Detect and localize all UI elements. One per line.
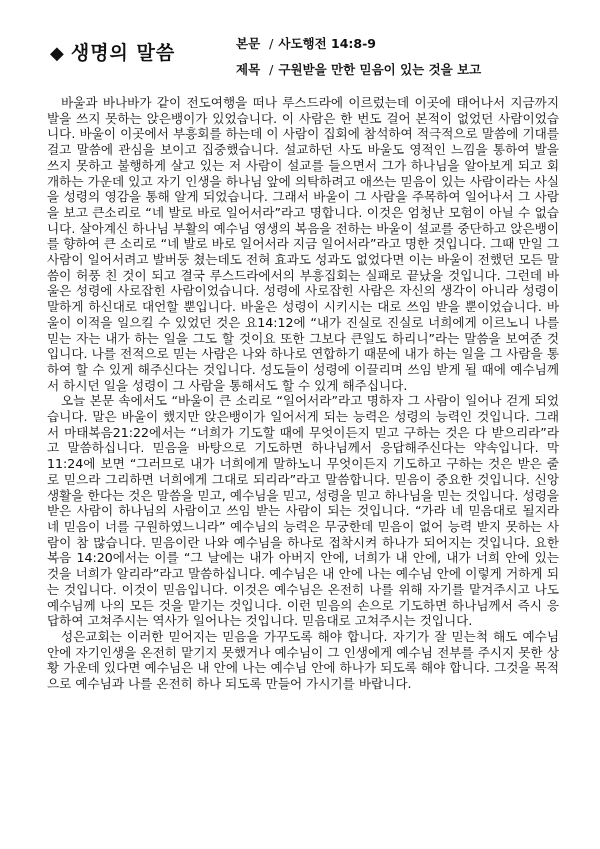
page-title [50, 38, 175, 65]
paragraph: 바울과 바나바가 같이 전도여행을 떠나 루스드라에 이르렀는데 이곳에 태어나서 지금까지 발을 쓰지 못하는 앉은뱅이가 있었습니다. 이 사람은 한 번도 걸어 본적이 없었던 사람이었습니다. 바울이 이곳에서 부흥회를 하는데 이 사람이 집회에 참석하여 적극적으로 말씀에 기대를 걸고 말씀에 관심을 보이고 집중했습니다. 설교하던 사도 바울도 영적인 느낌을 통하여 발을 쓰지 못하고 불행하게 살고 있는 저 사람이 설교를 들으면서 그가 하나님을 알아보게 되고 회개하는 가운데 있고 자기 인생을 하나님 앞에 의탁하려고 애쓰는 믿음이 있는 사람이라는 사실을 성령의 영감을 통해 알게 되었습니다. 그래서 바울이 그 사람을 주목하여 일어나서 그 사람을 보고 큰소리로 “네 발로 바로 일어서라”라고 명합니다. 이것은 엄청난 모험이 아닐 수 없습니다. 살아계신 하나님 부활의 예수님 영생의 복음을 전하는 바울이 설교를 중단하고 앉은뱅이를 향하여 큰 소리로 “네 발로 바로 일어서라 지금 일어서라”라고 명한 것입니다. 그때 만일 그 사람이 일어서려고 발버둥 쳤는데도 전혀 효과도 성과도 없었다면 이는 바울이 전했던 모든 말씀이 허풍 친 것이 되고 결국 루스드라에서의 부흥집회는 실패로 끝났을 것입니다. 그런데 바울은 성령에 사로잡힌 사람이었습니다. 성령에 사로잡힌 사람은 자신의 생각이 아니라 성령이 말하게 하신대로 대언할 뿐입니다. 바울은 성령이 시키시는 대로 쓰임 받을 뿐이었습니다. 바울이 이적을 일으킬 수 있었던 것은 요14:12에 “내가 진실로 진실로 너희에게 이르노니 나를 믿는 자는 내가 하는 일을 그도 할 것이요 또한 그보다 큰일도 하리니”라는 말씀을 보여준 것입니다. 나를 전적으로 믿는 사람은 나와 하나로 연합하기 때문에 내가 하는 일을 그 사람을 통하여 할 수 있게 해주신다는 것입니다. 성도들이 성령에 이끌리며 쓰임 받게 될 때에 예수님께서 하시던 일을 성령이 그 사람을 통해서도 할 수 있게 해주십니다. [47, 95, 559, 393]
page-title-text: 생명의 말씀 [70, 42, 176, 64]
sermon-title-label: 제목 [236, 62, 261, 77]
paragraph: 성은교회는 이러한 믿어지는 믿음을 가꾸도록 해야 합니다. 자기가 잘 믿는척 해도 예수님 안에 자기인생을 온전히 맡기지 못했거나 예수님이 그 인생에게 예수님 전부를 주시지 못한 상황 가운데 있다면 예수님은 내 안에 나는 예수님 안에 하나가 되도록 해야 합니다. 그것을 목적으로 예수님과 나를 온전히 하나 되도록 만들어 가시기를 바랍니다. [47, 628, 559, 692]
separator: / [269, 62, 274, 77]
scripture-reference: 사도행전 14:8-9 [278, 36, 377, 51]
scripture-label: 본문 [236, 36, 261, 51]
black-diamond-icon: ◆ [50, 43, 65, 64]
header [0, 0, 600, 90]
sermon-title-row [236, 60, 481, 78]
paragraph: 오늘 본문 속에서도 “바울이 큰 소리로 “일어서라”라고 명하자 그 사람이 일어나 걷게 되었습니다. 말은 바울이 했지만 앉은뱅이가 일어서게 되는 능력은 성령의 능력인 것입니다. 그래서 마태복음21:22에서는 “너희가 기도할 때에 무엇이든지 믿고 구하는 것은 다 받으리라”라고 말씀하십니다. 믿음을 바탕으로 기도하면 하나님께서 응답해주신다는 약속입니다. 막11:24에 보면 “그러므로 내가 너희에게 말하노니 무엇이든지 기도하고 구하는 것은 받은 줄로 믿으라 그리하면 너희에게 그대로 되리라”라고 말씀합니다. 믿음이 중요한 것입니다. 신앙생활을 한다는 것은 말씀을 믿고, 예수님을 믿고, 성령을 믿고 하나님을 믿는 것입니다. 성령을 받은 사람이 하나님의 사람이고 쓰임 받는 사람이 되는 것입니다. “가라 네 믿음대로 될지라 네 믿음이 너를 구원하였느니라” 예수님의 능력은 무궁한데 믿음이 없어 능력 받지 못하는 사람이 참 많습니다. 믿음이란 나와 예수님을 하나로 접착시켜 하나가 되어지는 것입니다. 요한복음 14:20에서는 이를 “그 날에는 내가 아버지 안에, 너희가 내 안에, 내가 너희 안에 있는 것을 너희가 알리라”라고 말씀하십니다. 예수님은 내 안에 나는 예수님 안에 이렇게 거하게 되는 것입니다. 이것이 믿음입니다. 이것은 예수님은 온전히 나를 위해 자기를 맡겨주시고 나도 예수님께 나의 모든 것을 맡기는 것입니다. 이런 믿음의 손으로 기도하면 하나님께서 즉시 응답하여 고쳐주시는 역사가 일어나는 것입니다. 믿음대로 고쳐주시는 것입니다. [47, 393, 559, 629]
scripture-row [236, 34, 376, 52]
sermon-body [47, 95, 559, 692]
sermon-title: 구원받을 만한 믿음이 있는 것을 보고 [278, 62, 482, 77]
separator: / [269, 36, 274, 51]
